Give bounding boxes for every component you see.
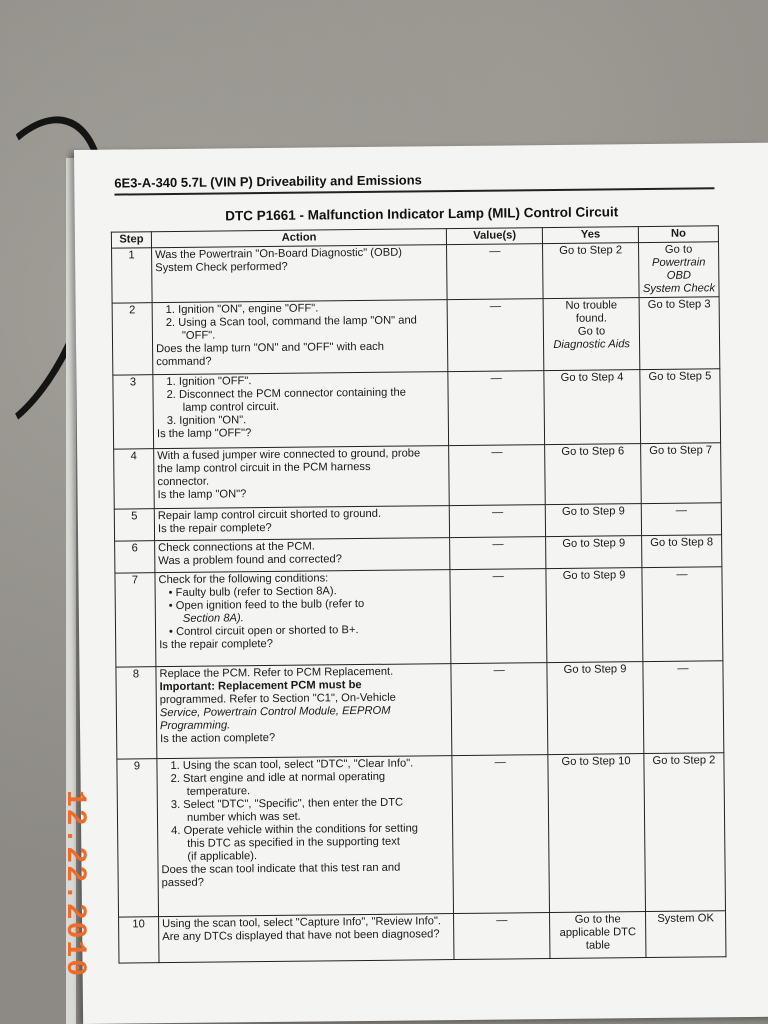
action-line: 1. Ignition "OFF". [166, 375, 252, 389]
action-line: With a fused jumper wire connected to ground, probe [157, 447, 421, 463]
action-line: connector. [157, 475, 210, 489]
table-row [113, 369, 721, 449]
table-row [114, 443, 722, 509]
value-cell: — [448, 371, 545, 446]
no-cell [643, 661, 724, 754]
no-line: Powertrain OBD [651, 256, 706, 282]
action-line: Is the repair complete? [159, 637, 274, 652]
no-line: System Check [642, 282, 716, 296]
action-line: the lamp control circuit in the PCM harness [157, 460, 371, 476]
no-line: System OK [657, 912, 714, 925]
table-row [117, 753, 726, 917]
yes-cell [547, 662, 644, 755]
yes-line: No trouble [565, 299, 618, 312]
yes-cell [546, 568, 643, 663]
action-line: (if applicable). [187, 850, 258, 863]
value-cell: — [454, 913, 550, 960]
step-number: 4 [114, 449, 155, 509]
page-title: DTC P1661 - Malfunction Indicator Lamp (MIL) Control Circuit [225, 204, 619, 224]
yes-line: applicable DTC [559, 926, 637, 939]
action-line: Is the lamp "OFF"? [156, 427, 252, 441]
yes-line: Go to Step 4 [560, 371, 624, 384]
value-cell: — [450, 569, 547, 664]
no-cell [639, 242, 720, 298]
action-line: number which was set. [186, 810, 301, 824]
value-cell: — [450, 505, 546, 538]
no-cell [646, 911, 726, 958]
step-number: 7 [115, 573, 156, 667]
no-cell [639, 297, 720, 370]
action-line: lamp control circuit. [182, 400, 280, 414]
step-number: 8 [116, 667, 157, 759]
column-header-values: Value(s) [447, 228, 543, 245]
step-number: 5 [114, 509, 154, 541]
yes-line: Go to Step 6 [561, 445, 625, 458]
action-line: Repair lamp control circuit shorted to ground. [157, 507, 382, 523]
no-line: Go to Step 8 [650, 536, 714, 549]
date-stamp [60, 790, 90, 990]
no-cell [642, 535, 722, 568]
action-cell [151, 245, 447, 303]
action-line: System Check performed? [155, 260, 288, 275]
yes-cell [548, 754, 646, 913]
no-line: Go to Step 3 [647, 298, 711, 311]
yes-line: table [585, 939, 611, 952]
action-line: 1. Ignition "ON", engine "OFF". [165, 302, 319, 317]
step-number: 1 [112, 248, 153, 303]
yes-line: Diagnostic Aids [553, 338, 631, 351]
action-cell [154, 506, 450, 541]
action-line: Was the Powertrain "On-Board Diagnostic" (OBD) [155, 246, 403, 262]
action-cell [152, 300, 448, 375]
action-line: 2. Using a Scan tool, command the lamp "ON" and [165, 314, 417, 330]
value-cell: — [452, 755, 549, 914]
no-cell [642, 567, 723, 662]
yes-line: Go to the [574, 913, 621, 926]
yes-line: Go to Step 10 [561, 755, 631, 768]
yes-line: found. [575, 312, 607, 325]
no-line: — [675, 504, 687, 517]
table-row [116, 661, 724, 759]
diagnostic-table [111, 225, 727, 963]
action-line: Service, Powertrain Control Module, EEPROM [159, 704, 391, 720]
value-cell: — [450, 537, 546, 570]
action-line: Does the scan tool indicate that this test ran and [161, 861, 401, 877]
no-line: Go to Step 5 [648, 370, 712, 383]
date-stamp-text: 12.22.2010 [59, 790, 90, 979]
table-row [112, 242, 720, 303]
action-line: • Control circuit open or shorted to B+. [168, 624, 359, 639]
step-number: 10 [119, 917, 159, 963]
no-cell [640, 369, 721, 444]
action-line: Using the scan tool, select "Capture Info", "Review Info". [162, 915, 442, 931]
yes-line: Go to Step 9 [563, 663, 627, 676]
column-header-yes: Yes [542, 227, 638, 244]
yes-line: Go to Step 2 [559, 244, 623, 257]
action-line: Was a problem found and corrected? [158, 553, 343, 568]
column-header-step: Step [111, 232, 151, 248]
action-line: Replace the PCM. Refer to PCM Replacement. [159, 665, 394, 681]
value-cell: — [449, 445, 545, 506]
action-line: Check connections at the PCM. [158, 540, 315, 555]
action-line: Section 8A). [182, 612, 244, 625]
action-line: • Open ignition feed to the bulb (refer to [168, 597, 365, 613]
action-line: command? [156, 355, 212, 369]
action-line: temperature. [186, 785, 251, 798]
step-number: 3 [113, 375, 154, 449]
column-header-action: Action [151, 229, 446, 248]
action-cell [155, 570, 451, 667]
no-line: — [677, 662, 689, 675]
yes-cell [543, 298, 640, 371]
step-number: 6 [115, 541, 155, 573]
yes-line: Go to Step 9 [562, 569, 626, 582]
no-line: Go to [664, 243, 693, 256]
table-row [112, 297, 720, 375]
no-line: Go to Step 7 [649, 444, 713, 457]
table-row [119, 911, 726, 963]
value-cell: — [447, 244, 543, 300]
step-number: 9 [117, 759, 159, 917]
action-cell [154, 446, 450, 509]
action-cell [156, 664, 452, 759]
page-header: 6E3-A-340 5.7L (VIN P) Driveability and Emissions [114, 172, 422, 191]
yes-cell [544, 370, 641, 445]
action-cell [155, 538, 451, 573]
value-cell: — [447, 299, 544, 372]
action-line: Is the lamp "ON"? [157, 488, 247, 502]
table-row [115, 567, 723, 667]
action-line: 2. Start engine and idle at normal operating [170, 770, 386, 786]
manual-page [74, 143, 768, 1024]
yes-cell [545, 504, 641, 537]
action-line: 3. Select "DTC", "Specific", then enter the DTC [170, 796, 404, 812]
no-cell [641, 443, 722, 504]
no-line: — [676, 568, 688, 581]
action-line: Check for the following conditions: [158, 572, 329, 587]
yes-cell [546, 536, 642, 569]
no-cell [641, 503, 721, 536]
action-cell [153, 372, 449, 449]
action-line: passed? [161, 876, 205, 890]
action-line: • Faulty bulb (refer to Section 8A). [168, 585, 337, 600]
action-cell [159, 914, 455, 963]
no-line: Go to Step 2 [652, 754, 716, 767]
action-line: Does the lamp turn "ON" and "OFF" with each [155, 340, 385, 356]
action-line: Programming. [159, 719, 231, 733]
action-line: this DTC as specified in the supporting text [187, 835, 400, 850]
yes-line: Go to Step 9 [562, 537, 626, 550]
yes-cell [550, 912, 646, 959]
action-line: Is the repair complete? [157, 521, 272, 536]
action-line: Important: Replacement PCM must be [159, 679, 362, 694]
no-cell [644, 753, 726, 912]
yes-line: Go to Step 9 [561, 505, 625, 518]
step-number: 2 [112, 303, 153, 375]
action-line: Are any DTCs displayed that have not been diagnosed? [162, 928, 440, 944]
action-line: Is the action complete? [160, 731, 276, 746]
action-line: 3. Ignition "ON". [166, 414, 247, 428]
yes-cell [545, 444, 641, 505]
action-line: 1. Using the scan tool, select "DTC", "Clear Info". [170, 757, 414, 773]
column-header-no: No [638, 226, 718, 243]
yes-line: Go to [577, 325, 606, 338]
yes-cell [543, 243, 639, 299]
action-line: 2. Disconnect the PCM connector containing the [166, 386, 407, 402]
action-line: "OFF". [181, 329, 216, 342]
action-cell [157, 756, 454, 917]
value-cell: — [451, 663, 548, 756]
action-line: 4. Operate vehicle within the conditions for setting [171, 822, 419, 838]
action-line: programmed. Refer to Section "C1", On-Vehicle [159, 691, 396, 707]
